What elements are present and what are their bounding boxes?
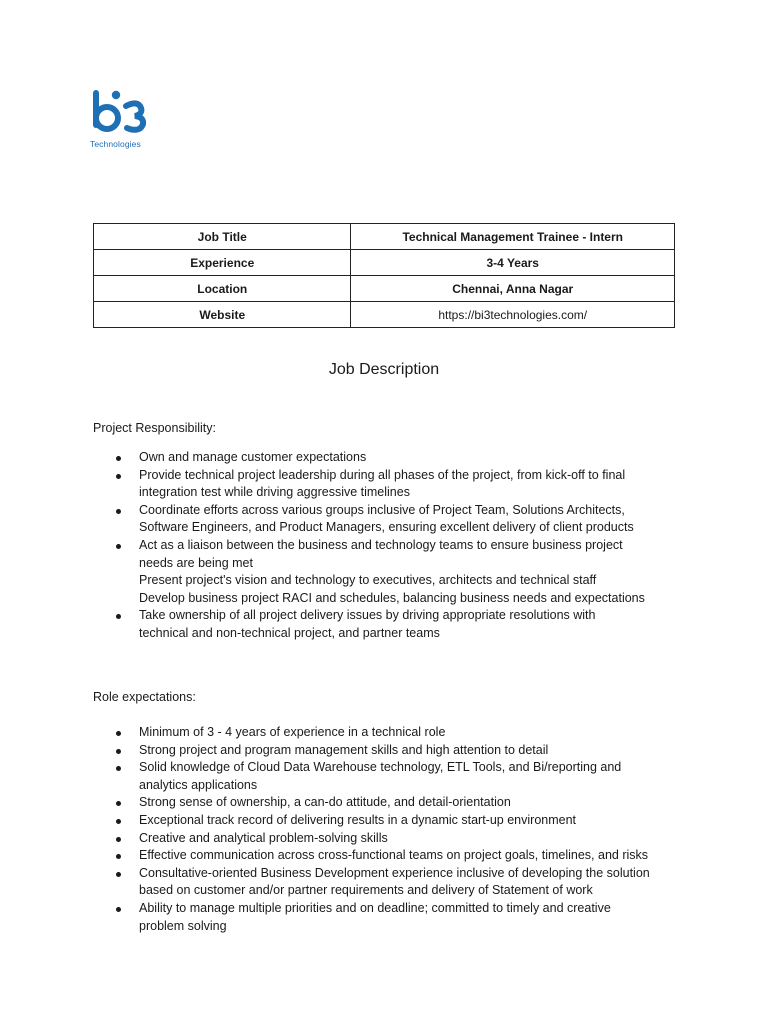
list-item-text: Present project's vision and technology to executives, architects and technical staff: [139, 573, 597, 588]
list-item: [93, 847, 683, 865]
info-value: Technical Management Trainee - Intern: [351, 224, 675, 250]
list-item-text: Solid knowledge of Cloud Data Warehouse technology, ETL Tools, and Bi/reporting and: [139, 760, 622, 775]
list-item-text: Strong project and program management skills and high attention to detail: [139, 742, 549, 757]
info-row: [94, 250, 675, 276]
list-item-text: technical and non-technical project, and partner teams: [139, 625, 440, 640]
list-item: [93, 759, 683, 794]
company-logo: [90, 86, 154, 152]
list-item-text: Minimum of 3 - 4 years of experience in a technical role: [139, 725, 446, 739]
list-item-text: Ability to manage multiple priorities and on deadline; committed to timely and creative: [139, 900, 611, 915]
list-item-text: problem solving: [139, 918, 227, 933]
list-item-text: Consultative-oriented Business Development experience inclusive of developing the solution: [139, 865, 650, 880]
info-value: 3-4 Years: [351, 250, 675, 276]
list-item-text: needs are being met: [139, 555, 253, 570]
bullet-icon: [116, 614, 121, 619]
info-row: [94, 276, 675, 302]
info-value: https://bi3technologies.com/: [351, 302, 675, 328]
project-heading: Project Responsibility:: [93, 421, 216, 435]
info-label: Experience: [94, 250, 351, 276]
bullet-icon: [116, 509, 121, 514]
list-item: [93, 812, 683, 830]
bullet-icon: [116, 837, 121, 842]
logo-company-text: Technologies: [90, 139, 141, 149]
bullet-icon: [116, 749, 121, 754]
list-item: [93, 900, 683, 935]
list-item-text: Coordinate efforts across various groups inclusive of Project Team, Solutions Architects,: [139, 502, 625, 517]
list-item: [93, 502, 683, 537]
info-label: Website: [94, 302, 351, 328]
bullet-icon: [116, 801, 121, 806]
bullet-icon: [116, 907, 121, 912]
list-item-text: Strong sense of ownership, a can-do attitude, and detail-orientation: [139, 795, 511, 810]
list-item-text: Take ownership of all project delivery issues by driving appropriate resolutions with: [139, 608, 596, 623]
bullet-icon: [116, 766, 121, 771]
list-item-text: Develop business project RACI and schedules, balancing business needs and expectations: [139, 590, 645, 605]
page-title: Job Description: [328, 361, 440, 378]
bullet-icon: [116, 872, 121, 877]
bullet-icon: [116, 456, 121, 461]
bullet-icon: [116, 819, 121, 824]
list-item-text: Software Engineers, and Product Managers, ensuring excellent delivery of client products: [139, 520, 634, 535]
list-item-text: analytics applications: [139, 777, 258, 792]
list-item-text: Act as a liaison between the business and technology teams to ensure business project: [139, 537, 623, 552]
role-expectations-list: [93, 724, 683, 935]
info-value: Chennai, Anna Nagar: [351, 276, 675, 302]
list-item-text: Own and manage customer expectations: [139, 450, 367, 464]
list-item-text: integration test while driving aggressive timelines: [139, 485, 410, 500]
job-info-table: [93, 223, 675, 328]
list-item: [93, 830, 683, 848]
bullet-icon: [116, 544, 121, 549]
list-item: [93, 724, 683, 742]
list-item-text: based on customer and/or partner requirements and delivery of Statement of work: [139, 883, 593, 898]
list-item-text: Creative and analytical problem-solving skills: [139, 830, 388, 845]
list-item-text: Exceptional track record of delivering results in a dynamic start-up environment: [139, 812, 577, 827]
info-row: [94, 302, 675, 328]
list-item: [93, 467, 683, 502]
project-responsibility-list: [93, 449, 683, 643]
list-item-text: Effective communication across cross-functional teams on project goals, timelines, and risks: [139, 848, 649, 863]
bullet-icon: [116, 474, 121, 479]
list-item-text: Provide technical project leadership during all phases of the project, from kick-off to final: [139, 467, 626, 482]
bi3-logo-icon: [90, 86, 154, 140]
info-label: Location: [94, 276, 351, 302]
list-item: [93, 449, 683, 467]
bullet-icon: [116, 854, 121, 859]
info-row: [94, 224, 675, 250]
list-item: [93, 865, 683, 900]
list-item: [93, 537, 683, 607]
list-item: [93, 607, 683, 642]
list-item: [93, 742, 683, 760]
role-heading: Role expectations:: [93, 690, 196, 704]
info-label: Job Title: [94, 224, 351, 250]
list-item: [93, 794, 683, 812]
bullet-icon: [116, 731, 121, 736]
